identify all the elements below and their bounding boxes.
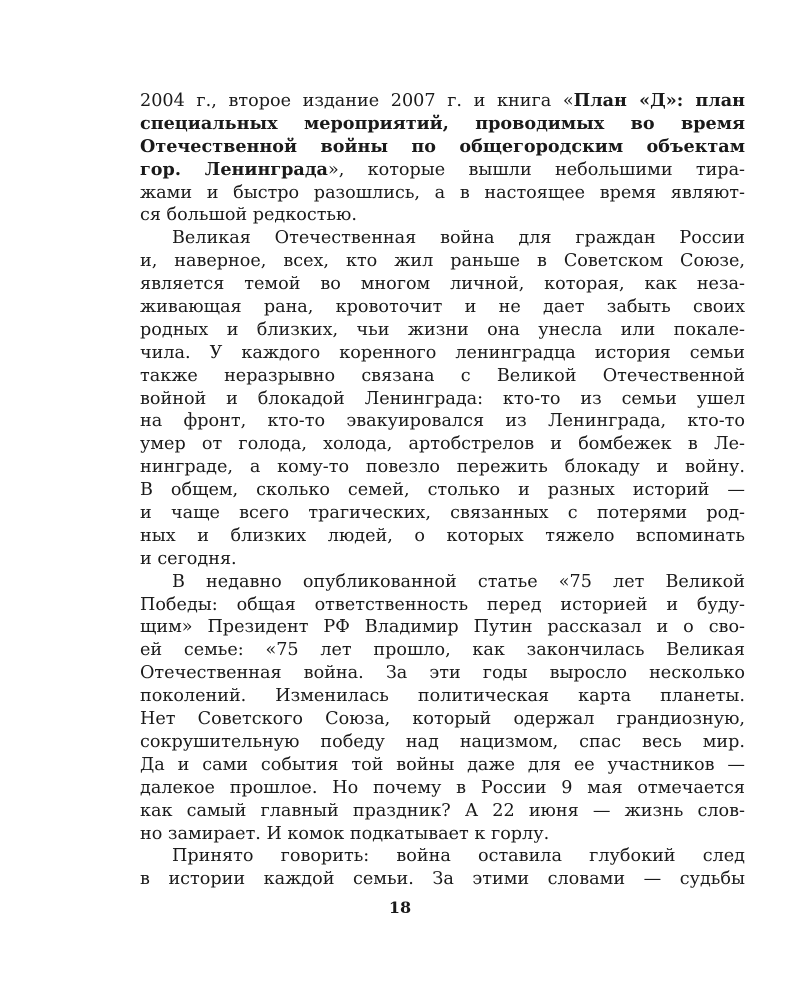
text-line: щим» Президент РФ Владимир Путин рассказал и о сво- [140,617,745,638]
text-line: Да и сами события той войны даже для ее участников — [140,754,745,775]
text-line: ей семье: «75 лет прошло, как закончилась Великая [140,640,745,661]
text-line: чила. У каждого коренного ленинградца история семьи [140,342,745,363]
text-line: 2004 г., второе издание 2007 г. и книга «План «Д»: план [140,90,745,111]
text-line: поколений. Изменилась политическая карта планеты. [140,686,745,707]
page-number: 18 [388,898,412,917]
text-line: в истории каждой семьи. За этими словами — судьбы [140,869,745,890]
text-line: Принято говорить: война оставила глубокий след [172,846,745,867]
paragraph-3 [140,571,745,846]
text-line: Нет Советского Союза, который одержал грандиозную, [140,709,745,730]
text-line: Великая Отечественная война для граждан России [172,228,745,249]
text-line: также неразрывно связана с Великой Отечественной [140,365,745,386]
text-line: Победы: общая ответственность перед историей и буду- [140,594,745,615]
text-line: войной и блокадой Ленинграда: кто-то из семьи ушел [140,388,745,409]
text-line: Отечественная война. За эти годы выросло несколько [140,663,745,684]
text-line: ных и близких людей, о которых тяжело вспоминать [140,525,745,546]
text-line: сокрушительную победу над нацизмом, спас весь мир. [140,731,745,752]
text-line: но замирает. И комок подкатывает к горлу. [140,823,550,844]
text-line: на фронт, кто-то эвакуировался из Ленинграда, кто-то [140,411,745,432]
text-line: жами и быстро разошлись, а в настоящее время являют- [140,182,745,203]
text-line: гор. Ленинграда», которые вышли небольшими тира- [140,158,746,180]
text-line: специальных мероприятий, проводимых во время [140,112,745,134]
text-line: нинграде, а кому-то повезло пережить блокаду и войну. [140,457,745,478]
paragraph-2 [140,227,745,570]
text-line: является темой во многом личной, которая, как неза- [140,274,745,295]
text-line: как самый главный праздник? А 22 июня — жизнь слов- [140,800,745,821]
text-line: и чаще всего трагических, связанных с потерями род- [140,503,745,524]
text-line: умер от голода, холода, артобстрелов и бомбежек в Ле- [140,434,745,455]
text-line: Отечественной войны по общегородским объектам [140,135,745,157]
text-line: и сегодня. [140,548,237,569]
text-line: В недавно опубликованной статье «75 лет Великой [172,571,745,592]
paragraph-4 [140,845,745,891]
text-line: далекое прошлое. Но почему в России 9 мая отмечается [140,777,745,798]
text-line: ся большой редкостью. [140,205,357,226]
text-line: живающая рана, кровоточит и не дает забыть своих [140,297,745,318]
text-line: родных и близких, чьи жизни она унесла или покале- [140,319,745,340]
text-line: В общем, сколько семей, столько и разных историй — [140,480,745,501]
text-line: и, наверное, всех, кто жил раньше в Советском Союзе, [140,251,745,272]
body-text [140,90,745,891]
paragraph-1 [140,90,745,227]
